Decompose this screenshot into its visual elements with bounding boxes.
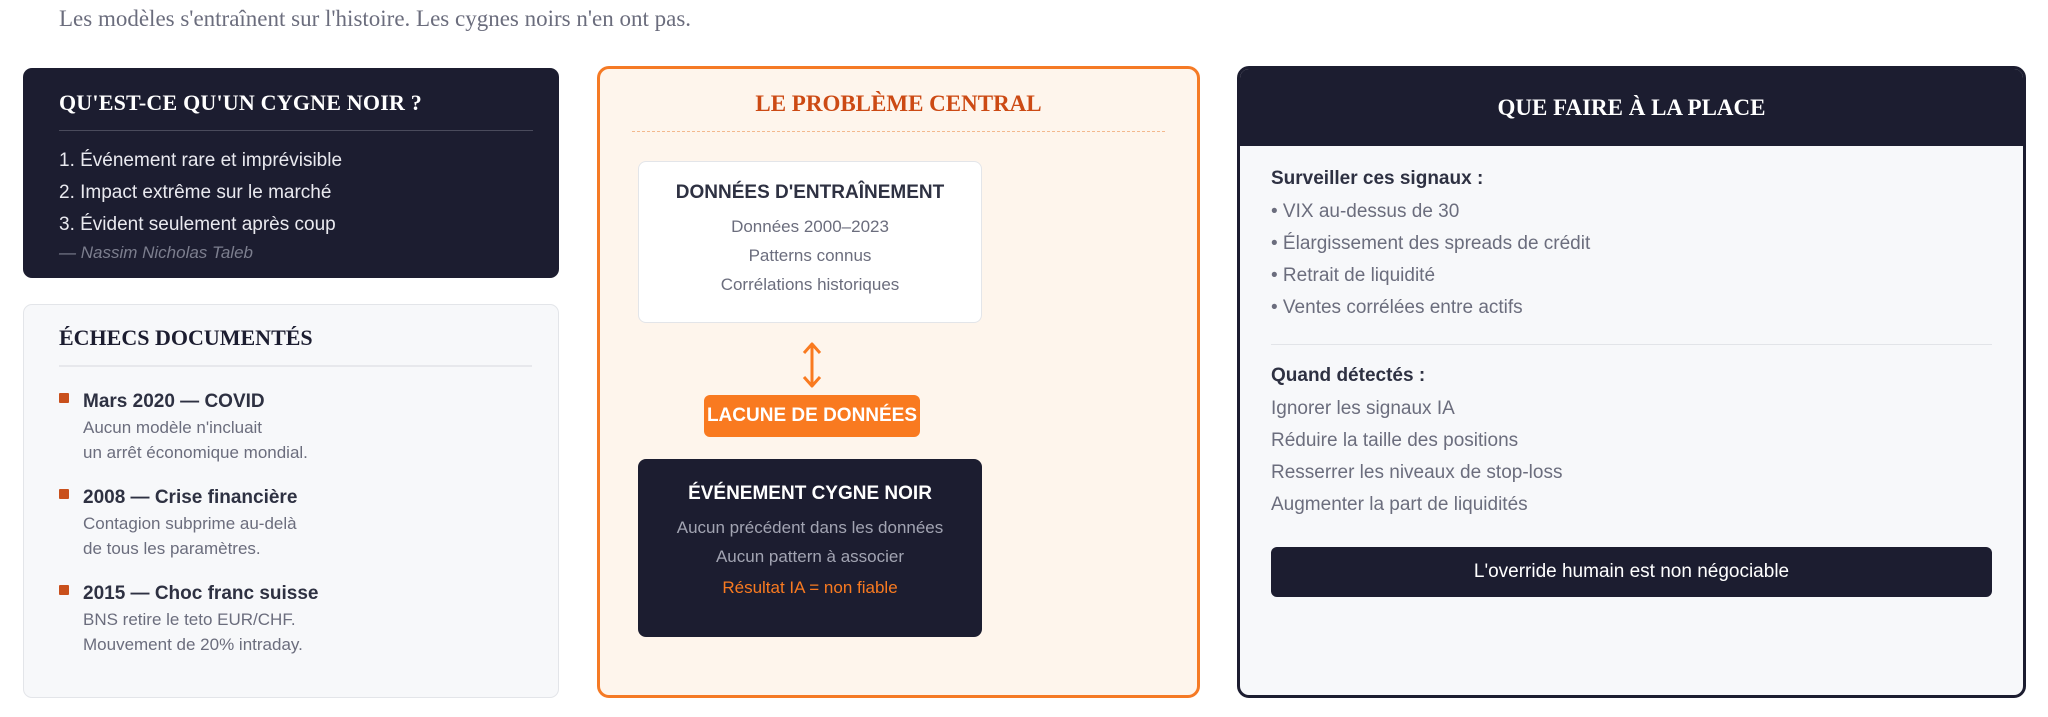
definition-attribution: — Nassim Nicholas Taleb [59,243,253,262]
black-swan-event-box [638,459,982,637]
training-data-line: Corrélations historiques [720,275,900,294]
action-item: Augmenter la part de liquidités [1271,494,1528,515]
what-to-do-card [1237,66,2026,698]
signal-item: • Ventes corrélées entre actifs [1271,297,1523,318]
human-override-banner: L'override humain est non négociable [1271,547,1992,597]
action-item: Resserrer les niveaux de stop-loss [1271,462,1563,483]
failure-item [59,581,532,657]
training-data-title: DONNÉES D'ENTRAÎNEMENT [675,182,945,203]
failures-title: ÉCHECS DOCUMENTÉS [59,325,532,367]
double-vertical-arrow-icon [800,341,824,389]
signal-item: • VIX au-dessus de 30 [1271,201,1460,222]
failure-desc-line: Mouvement de 20% intraday. [83,635,303,654]
signal-item: • Élargissement des spreads de crédit [1271,233,1591,254]
failure-desc-line: de tous les paramètres. [83,539,261,558]
what-to-do-title: QUE FAIRE À LA PLACE [1240,69,2023,146]
event-result: Résultat IA = non fiable [722,578,898,597]
failure-desc [83,415,343,465]
action-item: Réduire la taille des positions [1271,430,1519,451]
failure-item [59,485,532,561]
failure-desc-line: un arrêt économique mondial. [83,443,308,462]
failure-desc-line: BNS retire le teto EUR/CHF. [83,610,296,629]
square-bullet-icon [59,393,69,403]
failure-item [59,389,532,465]
definition-item: 3. Évident seulement après coup [59,214,336,235]
failure-desc-line: Contagion subprime au-delà [83,514,297,533]
training-data-line: Patterns connus [748,246,872,265]
definition-title: QU'EST-CE QU'UN CYGNE NOIR ? [59,90,533,131]
section-divider [1271,344,1992,345]
failure-desc [83,607,343,657]
failure-desc-line: Aucun modèle n'incluait [83,418,263,437]
page-subtitle: Les modèles s'entraînent sur l'histoire. Les cygnes noirs n'en ont pas. [59,6,692,31]
core-problem-title: LE PROBLÈME CENTRAL [632,91,1165,132]
core-problem-card [597,66,1200,698]
action-item: Ignorer les signaux IA [1271,398,1455,419]
definition-item: 2. Impact extrême sur le marché [59,182,332,203]
event-line: Aucun précédent dans les données [676,518,944,537]
square-bullet-icon [59,585,69,595]
event-title: ÉVÉNEMENT CYGNE NOIR [688,483,932,504]
what-to-do-body [1240,146,2023,597]
failure-desc [83,511,343,561]
signal-item: • Retrait de liquidité [1271,265,1436,286]
event-line: Aucun pattern à associer [715,547,905,566]
black-swan-definition-card [23,68,559,278]
failure-title: 2008 — Crise financière [83,487,298,508]
monitor-title: Surveiller ces signaux : [1271,168,1484,189]
documented-failures-card [23,304,559,698]
failure-title: 2015 — Choc franc suisse [83,583,319,604]
definition-item: 1. Événement rare et imprévisible [59,150,343,171]
when-detected-title: Quand détectés : [1271,365,1426,386]
training-data-line: Données 2000–2023 [731,217,889,236]
failure-title: Mars 2020 — COVID [83,391,265,412]
data-gap-label: LACUNE DE DONNÉES [704,395,920,437]
square-bullet-icon [59,489,69,499]
training-data-box [638,161,982,323]
